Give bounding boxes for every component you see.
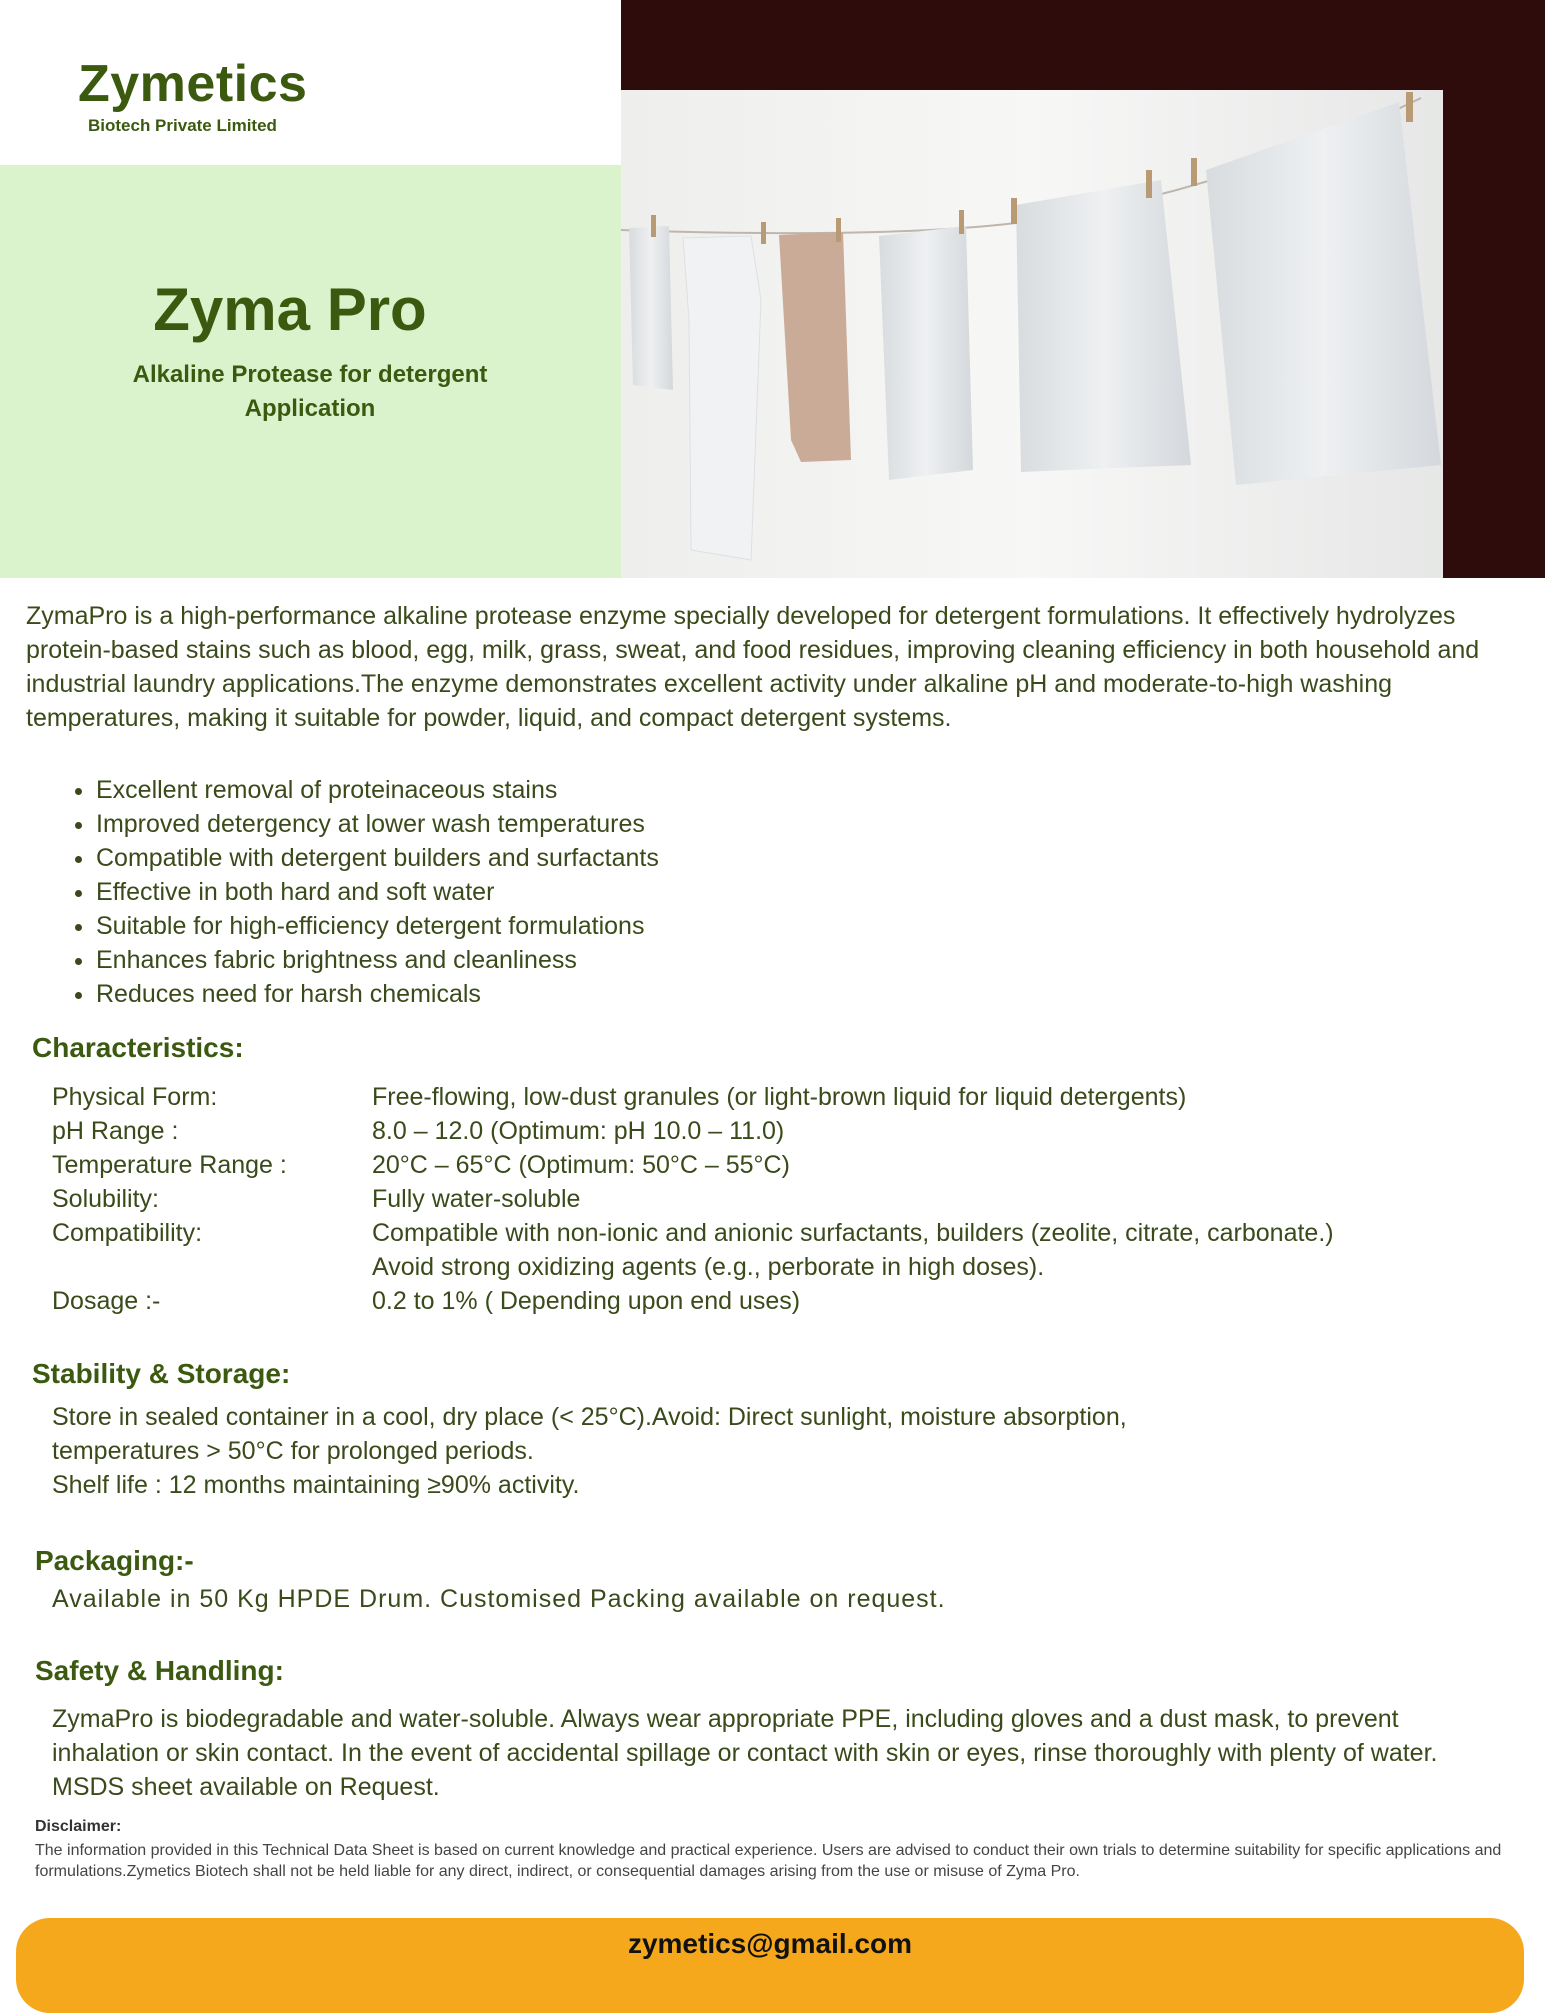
disclaimer-heading: Disclaimer: [35,1818,122,1835]
packaging-heading: Packaging:- [35,1545,194,1576]
char-label [52,1250,372,1284]
list-item: • Excellent removal of proteinaceous stains [96,773,659,807]
benefits-list [68,773,659,1011]
table-row [52,1182,1334,1216]
list-item: • Improved detergency at lower wash temperatures [96,807,659,841]
char-label: Compatibility: [52,1219,203,1247]
list-item: • Enhances fabric brightness and cleanliness [96,943,659,977]
safety-heading: Safety & Handling: [35,1655,284,1686]
char-value: Fully water-soluble [372,1185,581,1213]
company-logo [78,55,318,136]
company-subtitle: Biotech Private Limited [88,116,277,135]
char-value: 0.2 to 1% ( Depending upon end uses) [372,1287,801,1315]
table-row [52,1284,1334,1318]
table-row [52,1250,1334,1284]
char-label: Dosage :- [52,1287,161,1315]
characteristics-heading: Characteristics: [32,1032,244,1063]
safety-text: ZymaPro is biodegradable and water-soluble. Always wear appropriate PPE, including gloves and a dust mask, to prevent inhalation or skin contact. In the event of accidental spillage or contact with skin or eyes, rinse thoroughly with plenty of water. MSDS sheet available on Request. [52,1705,1438,1801]
company-name: Zymetics [78,55,308,113]
char-label: Physical Form: [52,1083,218,1111]
table-row [52,1114,1334,1148]
characteristics-table [52,1080,1334,1318]
list-item: • Compatible with detergent builders and surfactants [96,841,659,875]
product-title: Zyma Pro [153,276,427,343]
char-value: Avoid strong oxidizing agents (e.g., perborate in high doses). [372,1253,1045,1281]
shelf-life-text: Shelf life : 12 months maintaining ≥90% activity. [52,1471,580,1499]
char-value: Compatible with non-ionic and anionic surfactants, builders (zeolite, citrate, carbonate.) [372,1219,1334,1247]
table-row [52,1080,1334,1114]
table-row [52,1216,1334,1250]
stability-text: Store in sealed container in a cool, dry place (< 25°C).Avoid: Direct sunlight, moisture absorption, temperatures > 50°C for prolonged periods. [52,1403,1127,1465]
list-item: • Effective in both hard and soft water [96,875,659,909]
disclaimer-text: The information provided in this Technical Data Sheet is based on current knowledge and practical experience. Users are advised to conduct their own trials to determine suitability for specific applications and formulations.Zymetics Biotech shall not be held liable for any direct, indirect, or consequential damages arising from the use or misuse of Zyma Pro. [35,1842,1502,1880]
char-label: pH Range : [52,1117,179,1145]
char-value: 8.0 – 12.0 (Optimum: pH 10.0 – 11.0) [372,1117,785,1145]
char-value: Free-flowing, low-dust granules (or light-brown liquid for liquid detergents) [372,1083,1187,1111]
product-description: ZymaPro is a high-performance alkaline protease enzyme specially developed for detergent formulations. It effectively hydrolyzes protein-based stains such as blood, egg, milk, grass, sweat, and food residues, improving cleaning efficiency in both household and industrial laundry applications.The enzyme demonstrates excellent activity under alkaline pH and moderate-to-high washing temperatures, making it suitable for powder, liquid, and compact detergent systems. [26,602,1480,732]
product-subtitle: Alkaline Protease for detergent Application [132,361,488,422]
stability-heading: Stability & Storage: [32,1358,291,1389]
char-value: 20°C – 65°C (Optimum: 50°C – 55°C) [372,1151,790,1179]
packaging-text: Available in 50 Kg HPDE Drum. Customised Packing available on request. [52,1585,946,1613]
char-label: Temperature Range : [52,1151,287,1179]
list-item: • Reduces need for harsh chemicals [96,977,659,1011]
char-label: Solubility: [52,1185,159,1213]
table-row [52,1148,1334,1182]
list-item: • Suitable for high-efficiency detergent formulations [96,909,659,943]
laundry-clothesline-photo [621,90,1443,578]
contact-email[interactable]: zymetics@gmail.com [627,1928,913,1959]
